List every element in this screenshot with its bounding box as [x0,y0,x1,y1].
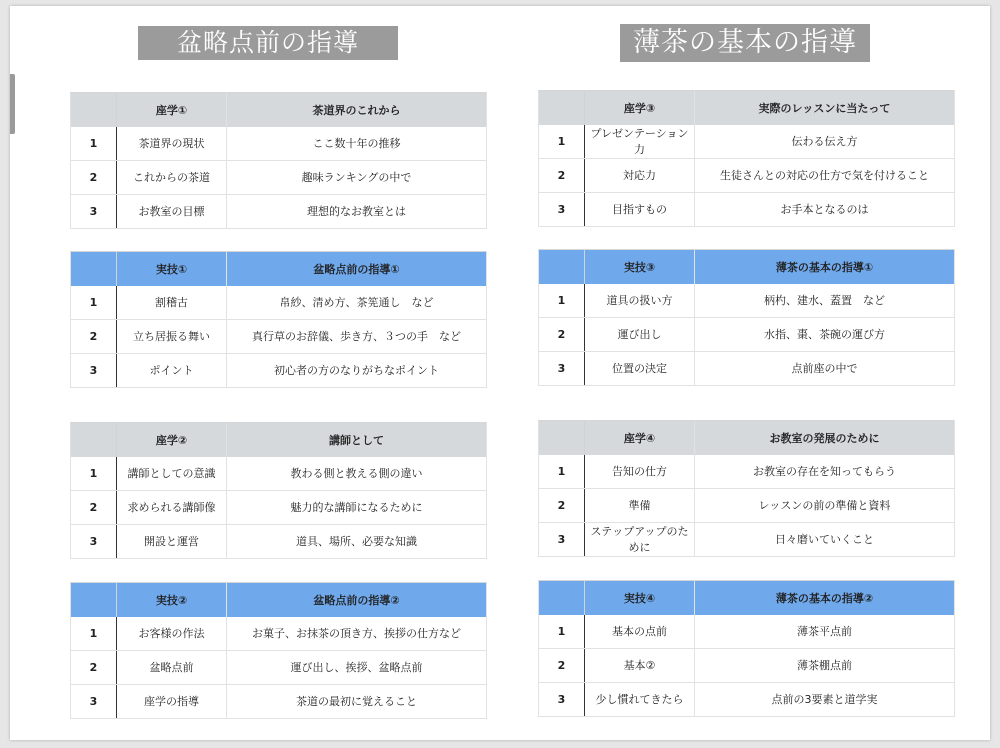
row-sub: 座学の指導 [117,685,227,719]
table-header-row [71,423,487,458]
left-table-1 [70,92,487,229]
row-sub: お教室の目標 [117,195,227,229]
row-main: 真行草のお辞儀、歩き方、３つの手 など [227,320,487,354]
table-row [539,318,955,352]
row-sub: 運び出し [585,318,695,352]
row-num: 2 [71,320,117,354]
table-row [71,617,487,651]
row-sub: 基本の点前 [585,615,695,649]
row-main: 運び出し、挨拶、盆略点前 [227,651,487,685]
right-title: 薄茶の基本の指導 [620,24,870,62]
row-num: 1 [539,615,585,649]
row-main: 初心者の方のなりがちなポイント [227,354,487,388]
table-row [539,683,955,717]
row-num: 2 [539,318,585,352]
row-main: お菓子、お抹茶の頂き方、挨拶の仕方など [227,617,487,651]
table-row [71,127,487,161]
table-header-row [71,252,487,287]
row-main: 柄杓、建水、蓋置 など [695,284,955,318]
row-sub: 告知の仕方 [585,455,695,489]
table-row [71,457,487,491]
row-num: 3 [539,683,585,717]
right-table-1 [538,90,955,227]
row-num: 1 [539,284,585,318]
row-num: 3 [71,685,117,719]
table-header-row [539,421,955,456]
row-num: 1 [539,125,585,159]
table-row [539,352,955,386]
header-sub: 座学④ [585,421,695,456]
document-page [10,6,990,740]
header-num [539,581,585,616]
row-main: 薄茶平点前 [695,615,955,649]
table-header-row [539,250,955,285]
table-row [71,286,487,320]
table-row [71,195,487,229]
header-sub: 実技④ [585,581,695,616]
header-sub: 座学② [117,423,227,458]
table-row [71,685,487,719]
header-main: 茶道界のこれから [227,93,487,128]
row-num: 2 [539,489,585,523]
header-num [71,423,117,458]
scroll-marker [10,74,15,134]
left-title: 盆略点前の指導 [138,26,398,60]
row-num: 1 [71,457,117,491]
row-main: 水指、棗、茶碗の運び方 [695,318,955,352]
header-num [539,421,585,456]
row-sub: 少し慣れてきたら [585,683,695,717]
row-num: 1 [71,617,117,651]
row-num: 3 [71,354,117,388]
table-row [71,161,487,195]
table-header-row [71,93,487,128]
row-sub: 位置の決定 [585,352,695,386]
row-sub: 求められる講師像 [117,491,227,525]
row-sub: 割稽古 [117,286,227,320]
right-table-2 [538,249,955,386]
header-main: 盆略点前の指導② [227,583,487,618]
row-main: お教室の存在を知ってもらう [695,455,955,489]
row-num: 1 [71,286,117,320]
row-num: 2 [71,161,117,195]
row-sub: これからの茶道 [117,161,227,195]
row-sub: 対応力 [585,159,695,193]
row-main: 理想的なお教室とは [227,195,487,229]
row-num: 1 [539,455,585,489]
left-table-3 [70,422,487,559]
right-table-4 [538,580,955,717]
row-sub: お客様の作法 [117,617,227,651]
row-num: 3 [539,193,585,227]
right-table-3 [538,420,955,557]
table-row [539,284,955,318]
left-table-4 [70,582,487,719]
row-main: 生徒さんとの対応の仕方で気を付けること [695,159,955,193]
row-main: レッスンの前の準備と資料 [695,489,955,523]
table-header-row [71,583,487,618]
table-header-row [539,581,955,616]
header-sub: 座学① [117,93,227,128]
row-sub: ステップアップのために [585,523,695,557]
row-num: 2 [71,651,117,685]
header-sub: 実技① [117,252,227,287]
table-row [539,193,955,227]
row-main: ここ数十年の推移 [227,127,487,161]
row-sub: 準備 [585,489,695,523]
row-main: 茶道の最初に覚えること [227,685,487,719]
row-main: 薄茶棚点前 [695,649,955,683]
row-main: 魅力的な講師になるために [227,491,487,525]
header-main: 盆略点前の指導① [227,252,487,287]
row-num: 2 [539,649,585,683]
header-main: 講師として [227,423,487,458]
table-row [539,615,955,649]
row-num: 2 [71,491,117,525]
header-sub: 実技③ [585,250,695,285]
row-main: 趣味ランキングの中で [227,161,487,195]
header-main: 実際のレッスンに当たって [695,91,955,126]
row-num: 3 [71,525,117,559]
table-row [539,125,955,159]
table-row [539,523,955,557]
row-sub: ポイント [117,354,227,388]
row-sub: 目指すもの [585,193,695,227]
table-row [71,525,487,559]
left-table-2 [70,251,487,388]
table-header-row [539,91,955,126]
table-row [71,651,487,685]
header-main: 薄茶の基本の指導② [695,581,955,616]
row-main: 道具、場所、必要な知識 [227,525,487,559]
header-main: お教室の発展のために [695,421,955,456]
table-row [71,491,487,525]
row-sub: 茶道界の現状 [117,127,227,161]
row-main: 教わる側と教える側の違い [227,457,487,491]
row-main: 日々磨いていくこと [695,523,955,557]
row-sub: 講師としての意識 [117,457,227,491]
header-num [71,252,117,287]
row-num: 1 [71,127,117,161]
table-row [71,320,487,354]
header-num [71,93,117,128]
table-row [539,455,955,489]
row-num: 3 [71,195,117,229]
header-main: 薄茶の基本の指導① [695,250,955,285]
table-row [539,489,955,523]
header-sub: 座学③ [585,91,695,126]
header-sub: 実技② [117,583,227,618]
table-row [71,354,487,388]
header-num [539,250,585,285]
row-sub: プレゼンテーション力 [585,125,695,159]
table-row [539,649,955,683]
row-main: 伝わる伝え方 [695,125,955,159]
row-sub: 道具の扱い方 [585,284,695,318]
row-sub: 基本② [585,649,695,683]
row-sub: 立ち居振る舞い [117,320,227,354]
row-main: 点前の3要素と道学実 [695,683,955,717]
header-num [71,583,117,618]
row-main: 帛紗、清め方、茶筅通し など [227,286,487,320]
row-num: 3 [539,523,585,557]
row-main: お手本となるのは [695,193,955,227]
row-main: 点前座の中で [695,352,955,386]
header-num [539,91,585,126]
table-row [539,159,955,193]
row-num: 2 [539,159,585,193]
row-sub: 開設と運営 [117,525,227,559]
row-sub: 盆略点前 [117,651,227,685]
row-num: 3 [539,352,585,386]
